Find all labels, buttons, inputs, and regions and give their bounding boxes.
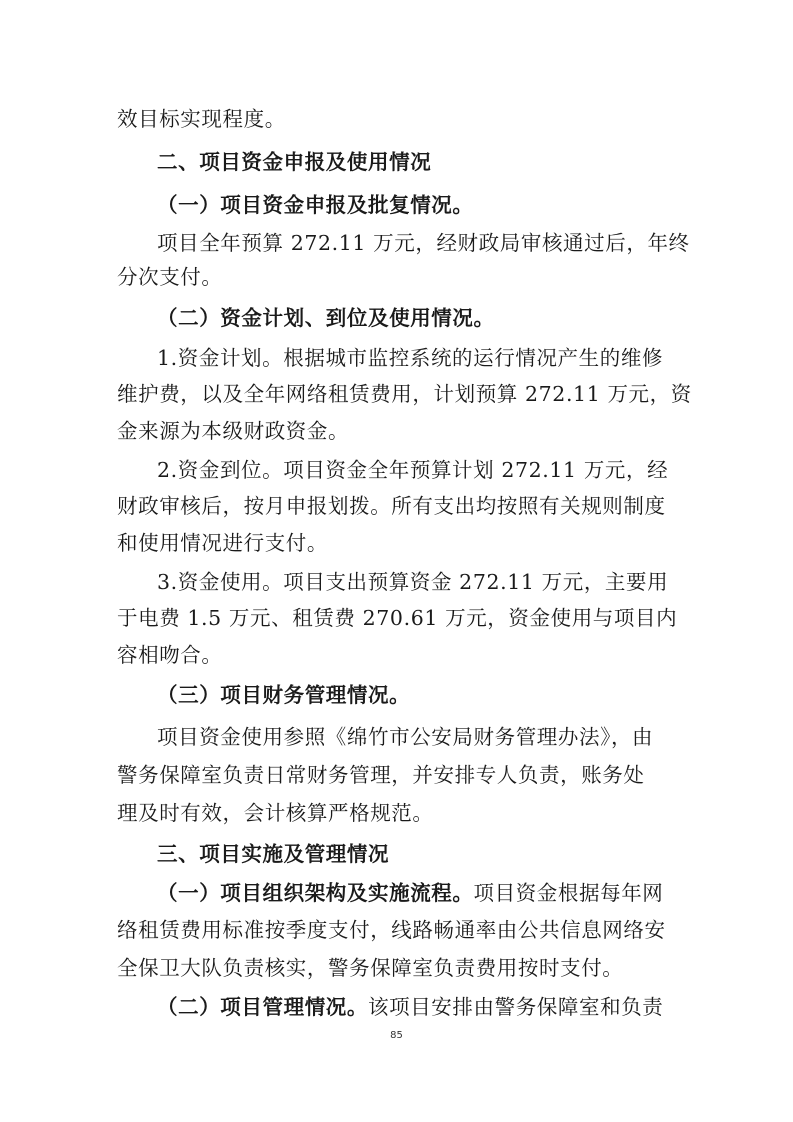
paragraph-line: 1.资金计划。根据城市监控系统的运行情况产生的维修 [157,346,664,370]
paragraph-line: 金来源为本级财政资金。 [117,419,350,443]
subsection-heading: （二）资金计划、到位及使用情况。 [157,306,495,330]
paragraph-line: 和使用情况进行支付。 [117,531,328,555]
subsection-heading: （三）项目财务管理情况。 [157,683,411,707]
paragraph-line: 分次支付。 [117,265,223,289]
paragraph-line: 项目资金使用参照《绵竹市公安局财务管理办法》，由 [157,725,654,749]
paragraph-line: 容相吻合。 [117,643,223,667]
paragraph-line: 于电费 1.5 万元、租赁费 270.61 万元，资金使用与项目内 [117,606,678,630]
paragraph-line: 3.资金使用。项目支出预算资金 272.11 万元，主要用 [157,570,669,594]
inline-heading: （一）项目组织架构及实施流程。 [157,881,474,905]
subsection-heading: （一）项目资金申报及批复情况。 [157,193,474,217]
paragraph-line [157,992,677,1022]
paragraph-line: 络租赁费用标准按季度支付，线路畅通率由公共信息网络安 [117,918,666,942]
section-heading: 三、项目实施及管理情况 [157,842,390,866]
paragraph-line: 财政审核后，按月申报划拨。所有支出均按照有关规则制度 [117,494,666,518]
paragraph-line: 2.资金到位。项目资金全年预算计划 272.11 万元，经 [157,458,669,482]
inline-heading: （二）项目管理情况。 [157,995,368,1019]
inline-text: 项目资金根据每年网 [473,881,664,905]
paragraph-line: 理及时有效，会计核算严格规范。 [117,801,434,825]
inline-text: 该项目安排由警务保障室和负责 [368,995,664,1019]
paragraph-line: 项目全年预算 272.11 万元，经财政局审核通过后，年终 [157,231,690,255]
paragraph-line: 维护费，以及全年网络租赁费用，计划预算 272.11 万元，资 [117,382,692,406]
paragraph-line: 警务保障室负责日常财务管理，并安排专人负责，账务处 [117,763,645,787]
paragraph-line [157,878,677,908]
section-heading: 二、项目资金申报及使用情况 [157,150,432,174]
paragraph-line: 效目标实现程度。 [117,107,286,131]
paragraph-line: 全保卫大队负责核实，警务保障室负责费用按时支付。 [117,956,624,980]
page-number: 85 [390,1030,403,1041]
